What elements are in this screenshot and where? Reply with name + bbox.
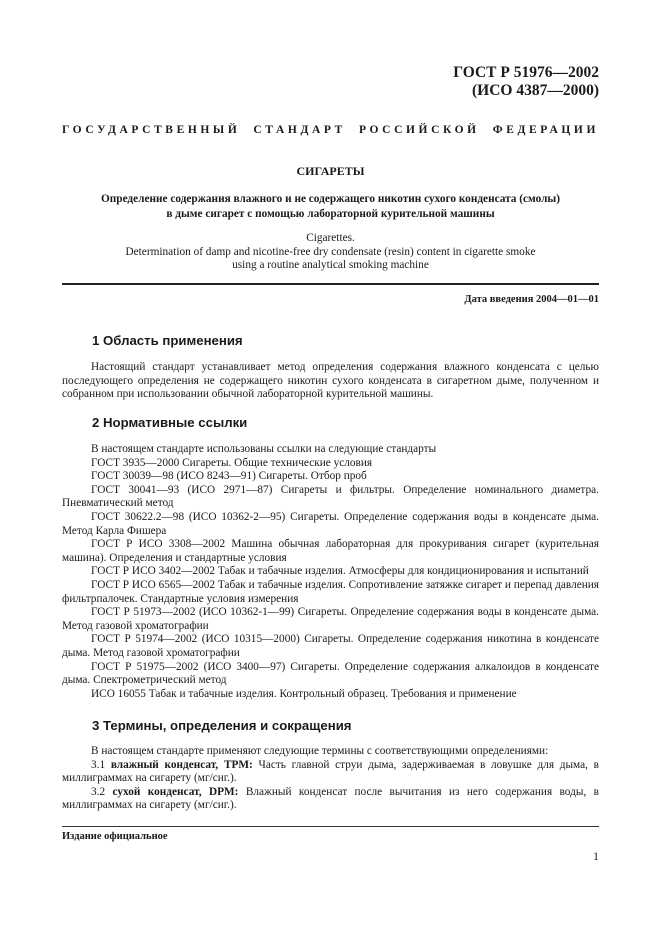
section-1-heading: 1 Область применения [92, 333, 243, 348]
official-edition-label: Издание официальное [62, 831, 168, 842]
term-name: влажный конденсат, TPM: [110, 758, 253, 771]
term-name: сухой конденсат, DPM: [112, 785, 239, 798]
subtitle-line-1: Определение содержания влажного и не содержащего никотин сухого конденсата (смолы) [100, 193, 560, 205]
reference-item: ГОСТ Р 51974—2002 (ИСО 10315—2000) Сигареты. Определение содержания никотина в конденсате дыма. Метод газовой хроматографии [62, 633, 599, 659]
reference-item: ГОСТ Р 51973—2002 (ИСО 10362-1—99) Сигареты. Определение содержания воды в конденсате дыма. Метод газовой хроматографии [62, 606, 599, 632]
page-number: 1 [593, 849, 599, 863]
section-3-intro: В настоящем стандарте применяют следующие термины с соответствующими определениями: [91, 745, 549, 757]
state-standard-title: ГОСУДАРСТВЕННЫЙ СТАНДАРТ РОССИЙСКОЙ ФЕДЕРАЦИИ [62, 124, 599, 136]
reference-item: ГОСТ Р ИСО 3308—2002 Машина обычная лабораторная для прокуривания сигарет (курительная машина). Определения и стандартные условия [62, 538, 599, 564]
reference-item: ГОСТ Р 51975—2002 (ИСО 3400—97) Сигареты. Определение содержания алкалоидов в конденсате дыма. Спектрометрический метод [62, 660, 599, 687]
reference-item: ГОСТ Р ИСО 6565—2002 Табак и табачные изделия. Сопротивление затяжке сигарет и перепад давления фильтрпалочек. Стандартные условия измерения [62, 578, 600, 605]
reference-item: ГОСТ 30041—93 (ИСО 2971—87) Сигареты и фильтры. Определение номинального диаметра. Пневматический метод [62, 483, 599, 510]
section-2-heading: 2 Нормативные ссылки [92, 415, 248, 430]
section-1-paragraph: Настоящий стандарт устанавливает метод определения содержания влажного конденсата с целью последующего определения не содержащего никотин сухого конденсата в сигаретном дыме, полученном и собранном при использовании обычной лабораторной курительной машины. [62, 361, 599, 401]
reference-item: ГОСТ 3935—2000 Сигареты. Общие технические условия [91, 456, 373, 469]
section-3-body [62, 745, 599, 813]
section-3-heading: 3 Термины, определения и сокращения [92, 718, 352, 733]
english-title-line-2: Determination of damp and nicotine-free dry condensate (resin) content in cigarette smoke [125, 245, 536, 258]
gost-identifier [453, 64, 599, 100]
term-number: 3.1 [91, 758, 106, 771]
term-3-1 [62, 759, 599, 786]
subtitle-line-2: в дыме сигарет с помощью лабораторной курительной машины [166, 207, 495, 220]
term-3-2 [62, 786, 599, 813]
footer-divider [62, 826, 599, 827]
header-divider [62, 283, 599, 285]
section-1-body [62, 361, 599, 402]
document-subtitle [62, 192, 599, 221]
reference-item: ГОСТ 30622.2—98 (ИСО 10362-2—95) Сигареты. Определение содержания воды в конденсате дыма. Метод Карла Фишера [62, 510, 599, 537]
section-2-references [62, 443, 599, 701]
document-title: СИГАРЕТЫ [296, 164, 365, 178]
reference-item: ГОСТ 30039—98 (ИСО 8243—91) Сигареты. Отбор проб [91, 470, 367, 483]
term-definition: Влажный конденсат после вычитания из него содержания воды, в миллиграммах на сигарету (мг/сиг.). [62, 785, 599, 812]
english-title-line-3: using a routine analytical smoking machine [232, 259, 429, 271]
reference-intro: В настоящем стандарте использованы ссылки на следующие стандарты [91, 443, 437, 455]
english-title-line-1: Cigarettes. [306, 232, 355, 244]
reference-item: ГОСТ Р ИСО 3402—2002 Табак и табачные изделия. Атмосферы для кондиционирования и испытаний [91, 565, 589, 578]
english-title [62, 232, 599, 273]
gost-number: ГОСТ Р 51976—2002 [453, 64, 599, 81]
iso-number: (ИСО 4387—2000) [471, 82, 599, 99]
term-number: 3.2 [91, 785, 106, 798]
introduction-date: Дата введения 2004—01—01 [464, 294, 599, 305]
term-definition: Часть главной струи дыма, задерживаемая в ловушке для дыма, в миллиграммах на сигарету (мг/сиг.). [62, 758, 599, 785]
reference-item: ИСО 16055 Табак и табачные изделия. Контрольный образец. Требования и применение [91, 687, 517, 700]
